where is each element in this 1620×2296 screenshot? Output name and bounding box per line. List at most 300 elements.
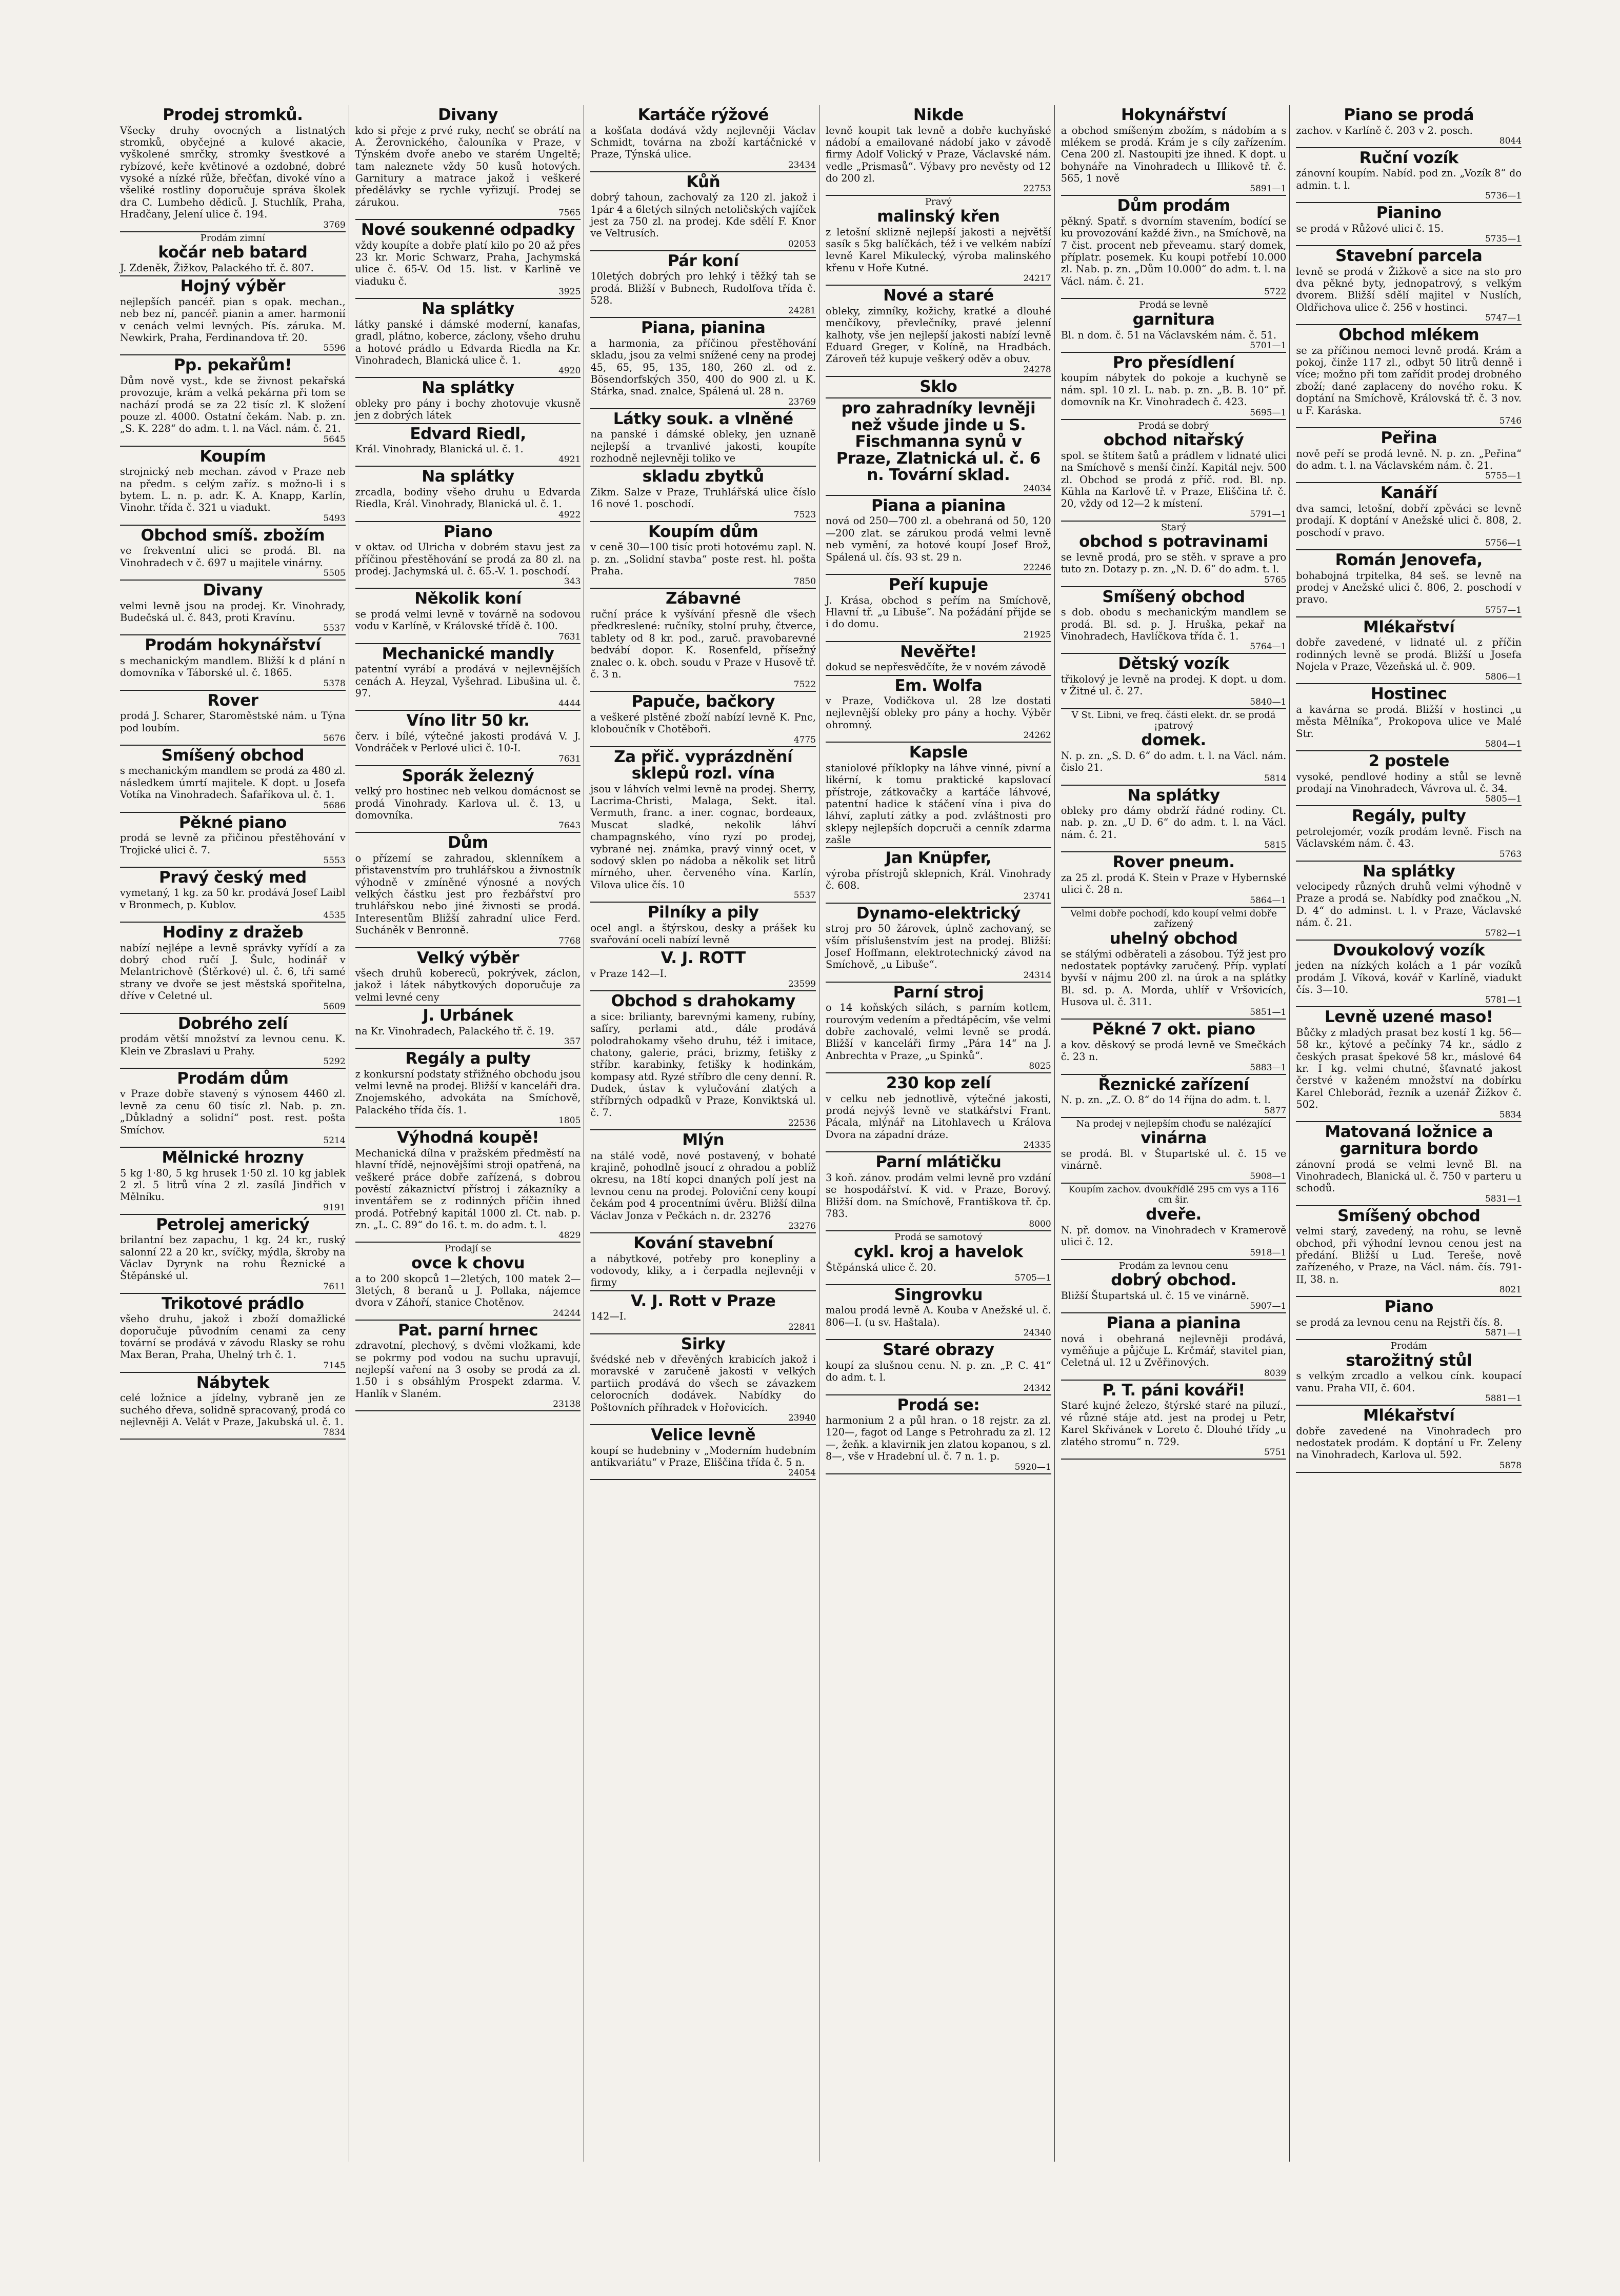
ad-headline: Velice levně <box>651 1425 756 1444</box>
ad-text: strojnický neb mechan. závod v Praze neb na předm. s celým zaříz. s možno-li i s bytem. L. n. p. adr. K. A. Knapp, Karlín, Vinohr. třída č. 321 u viadukt. <box>120 466 346 514</box>
ad-text: se za příčinou nemoci levně prodá. Krám a pokoj, činže 117 zl., odbyt 50 litrů denně i více; možno při tom zařídit prodej drobného zboží; dané zaplaceny do nového roku. K doptání na Smíchově, Královská tř. č. 3 nov. u F. Karáska. <box>1296 344 1522 416</box>
classified-ad <box>1061 1020 1287 1074</box>
ad-headline: Pianino <box>1376 204 1442 223</box>
ad-code: 5537 <box>323 623 346 634</box>
ad-headline: Nevěřte! <box>900 642 977 661</box>
ad-pretext: Velmi dobře pochodí, kdo koupí velmi dobře zařízený <box>1070 908 1277 930</box>
ad-text: velmi levně jsou na prodej. Kr. Vinohrady, Budečská ul. č. 843, proti Kravínu. <box>120 600 346 624</box>
ad-headline: Pro přesídlení <box>1112 353 1235 372</box>
classified-ad <box>120 1014 346 1069</box>
ad-headline: Látky souk. a vlněné <box>613 409 793 428</box>
ad-code: 4444 <box>558 698 581 709</box>
classified-ad <box>120 1294 346 1373</box>
ad-text: a to 200 skopců 1—2letých, 100 matek 2—3letých, 8 beranů u J. Pollaka, nájemce dvora v Záhoří, stanice Chotěnov. <box>355 1272 581 1309</box>
ad-text: 3 koň. zánov. prodám velmi levně pro vzdání se hospodářství. K vid. v Praze, Borový. Bližší dom. na Smíchově, Františkova tř. čp. 783. <box>826 1171 1051 1220</box>
ad-headline: Ruční vozík <box>1359 148 1458 167</box>
ad-text: všeho druhu, jakož i zboží domažlické doporučuje původním cenami za ceny tovární se prodává v závodu Rlasky se rohu Max Beran, Praha, Uhelný trh č. 1. <box>120 1313 346 1361</box>
ad-text: J. Krása, obchod s peřím na Smíchově, Hlavní tř. „u Libuše“. Na požádání přijde se i do domu. <box>826 594 1051 630</box>
ad-headline: Kartáče rýžové <box>637 106 769 124</box>
ad-text: obleky pro dámy obdrží řádné rodiny. Ct. nab. p. zn. „U D. 6“ do adm. t. l. na Václ. nám. č. 21. <box>1061 805 1287 841</box>
ad-headline: Staré obrazy <box>883 1341 994 1360</box>
ad-code: 7523 <box>793 509 816 520</box>
ad-code: 4920 <box>558 366 581 376</box>
ad-text: v ceně 30—100 tisíc proti hotovému zapl. N. p. zn. „Solidní stavba“ poste rest. hl. pošta Praha. <box>590 541 816 577</box>
ad-text: nově peří se prodá levně. N. p. zn. „Peřina“ do adm. t. l. na Václavském nám. č. 21. <box>1296 447 1522 471</box>
classified-ad <box>590 1334 816 1425</box>
ad-headline: Dům <box>448 833 488 852</box>
ad-code: 5735—1 <box>1485 234 1522 245</box>
ad-headline: Papuče, bačkory <box>631 692 775 711</box>
ad-headline: Mlékařství <box>1363 1406 1455 1425</box>
ad-code: 7631 <box>558 753 581 764</box>
ad-code: 5891—1 <box>1250 184 1287 194</box>
ad-headline: Piana a pianina <box>871 496 1006 515</box>
ad-text: zdravotní, plechový, s dvěmi vložkami, kde se pokrmy pod vodou na suchu upravují, nejlepší vaření na 3 osoby se prodá za zl. 1.50 i s obsáhlým Prospekt zdarma. V. Hanlík v Slaném. <box>355 1340 581 1400</box>
ad-text: nejlepších pancéř. pian s opak. mechan., neb bez ní, pancéř. pianin a amer. harmonií v cenách velmi levných. Pís. záruka. M. Newkirk, Praha, Ferdinandova tř. 20. <box>120 295 346 344</box>
ad-pretext: Prodá se dobrý <box>1138 420 1209 431</box>
ad-text: se prodá v Růžové ulici č. 15. <box>1296 222 1444 234</box>
ad-pretext: Prodám zimní <box>200 232 266 244</box>
ad-text: všech druhů kobereců, pokrývek, záclon, jakož i látek nábytkových doporučuje za velmi levné ceny <box>355 967 581 1003</box>
ad-headline: Kůň <box>686 172 721 191</box>
ad-text: jsou v láhvích velmi levně na prodej. Sherry, Lacrima-Christi, Malaga, Sekt. ital. Vermuth, franc. a iner. cognac, bordeaux, Muscat sladké, nekolik láhví champagnského, víno ryzí po prodej, vybrané nej. známka, pravý vinný ocet, v sodový sklen po nádoba a několik set litrů mírného, uher. červeného vína. Karlín, Vilova ulice čís. 10 <box>590 783 816 891</box>
classified-ad <box>826 1340 1051 1395</box>
classified-ad <box>1061 1381 1287 1460</box>
ad-code: 7565 <box>558 208 581 218</box>
ad-code: 357 <box>564 1036 581 1047</box>
classified-ad <box>590 1130 816 1233</box>
classified-ad <box>355 589 581 644</box>
classified-ad <box>1061 353 1287 420</box>
ad-text: Zikm. Salze v Praze, Truhlářská ulice číslo 16 nové 1. poschodí. <box>590 486 816 510</box>
ad-code: 24217 <box>1023 273 1051 284</box>
ad-text: nová od 250—700 zl. a obehraná od 50, 120—200 zlat. se zárukou prodá velmi levně neb vymění, za hotové koupí Josef Brož, Spálená ul. čís. 93 st. 29 n. <box>826 515 1051 563</box>
ad-text: ve frekventní ulici se prodá. Bl. na Vinohradech v č. 697 u majitele vinárny. <box>120 545 346 569</box>
classified-ad <box>355 378 581 424</box>
classified-ad <box>355 1321 581 1411</box>
ad-code: 23138 <box>553 1399 581 1410</box>
ad-text: s mechanickým mandlem se prodá za 480 zl. následkem úmrtí majitele. K dopt. u Josefa Votíka na Vinohradech. Šafaříkova ul. č. 1. <box>120 765 346 801</box>
classified-ad <box>1296 806 1522 861</box>
ad-headline: Trikotové prádlo <box>162 1294 304 1313</box>
classified-ad <box>120 355 346 446</box>
classified-ad <box>1061 522 1287 587</box>
classified-ad <box>1296 105 1522 148</box>
classified-ad <box>1296 428 1522 483</box>
ad-text: vymetaný, 1 kg. za 50 kr. prodává Josef Laibl v Bronmech, p. Kublov. <box>120 887 346 911</box>
ad-code: 5782—1 <box>1485 928 1522 939</box>
ad-text: Bl. n dom. č. 51 na Václavském nám. č. 51. <box>1061 329 1277 341</box>
ad-code: 5791—1 <box>1250 509 1287 520</box>
ad-headline: Kanáří <box>1380 484 1437 503</box>
classified-ad <box>355 105 581 220</box>
ad-code: 5881—1 <box>1485 1393 1522 1404</box>
ad-text: bohabojná trpitelka, 84 seš. se levně na prodej v Anežské ulici č. 806, 2. poschodí v pravo. <box>1296 569 1522 606</box>
ad-headline: vinárna <box>1141 1129 1207 1148</box>
ad-code: 5755—1 <box>1485 471 1522 482</box>
classified-ad <box>355 948 581 1006</box>
classified-ad <box>355 1049 581 1128</box>
ad-code: 5505 <box>323 568 346 579</box>
ad-code: 5705—1 <box>1014 1272 1051 1283</box>
ad-headline: 230 kop zelí <box>886 1074 991 1093</box>
classified-ad <box>120 276 346 355</box>
ad-text: se levně prodá, pro se stěh. v sprave a pro tuto zn. Dotazy p. zn. „N. D. 6“ do adm. t. l. <box>1061 551 1287 575</box>
ad-headline: Petrolej americký <box>156 1215 310 1234</box>
ad-text: vysoké, pendlové hodiny a stůl se levně prodají na Vinohradech, Vávrova ul. č. 34. <box>1296 770 1522 794</box>
ad-code: 22841 <box>788 1322 816 1332</box>
ad-headline: Regály, pulty <box>1351 807 1466 826</box>
ad-code: 24340 <box>1023 1328 1051 1339</box>
ad-code: 7522 <box>793 680 816 690</box>
classified-ad <box>590 467 816 522</box>
classified-ad <box>590 409 816 467</box>
ad-code: 5781—1 <box>1485 995 1522 1006</box>
ad-headline: Piana a pianina <box>1106 1314 1241 1333</box>
ad-code: 5806—1 <box>1485 672 1522 683</box>
ad-code: 5493 <box>323 513 346 524</box>
ad-headline: Na splátky <box>422 378 514 397</box>
ad-code: 5764—1 <box>1250 642 1287 652</box>
ad-code: 4535 <box>323 910 346 921</box>
ad-headline: Parní stroj <box>893 983 984 1002</box>
ad-headline: V. J. ROTT <box>661 949 746 968</box>
classified-ad <box>826 1285 1051 1340</box>
ad-headline: Piano <box>1384 1297 1433 1316</box>
classified-ad <box>120 1069 346 1148</box>
ad-headline: Mělnické hrozny <box>162 1148 304 1167</box>
ad-headline: Stavební parcela <box>1335 247 1483 266</box>
ad-headline: Em. Wolfa <box>894 676 983 695</box>
classified-ad <box>355 711 581 766</box>
ad-headline: malinský křen <box>877 207 1000 226</box>
ad-headline: Nové a staré <box>883 286 994 305</box>
ad-headline: Pat. parní hrnec <box>398 1321 538 1340</box>
classified-ad <box>355 1006 581 1049</box>
ad-headline: pro zahradníky levněji než všude jinde u S. Fischmanna synů v Praze, Zlatnická ul. č. 6 n. Tovární sklad. <box>836 399 1041 485</box>
classified-ad <box>826 105 1051 196</box>
ad-headline: Obchod mlékem <box>1338 326 1479 345</box>
ad-headline: garnitura <box>1132 310 1215 329</box>
ad-code: 5877 <box>1264 1105 1287 1116</box>
ad-headline: Na splátky <box>422 467 514 486</box>
ad-headline: Pravý český med <box>159 868 307 887</box>
classified-ad <box>826 377 1051 399</box>
ad-headline: Velký výběr <box>417 948 519 967</box>
ad-text: levně se prodá v Žižkově a sice na sto pro dva pěkné byty, jednopatrový, s velkým dvorem. Bližší sdělí majitel v Nuslích, Oldřichova ulice č. 256 v hostinci. <box>1296 265 1522 313</box>
ad-text: J. Zdeněk, Žižkov, Palackého tř. č. 807. <box>120 262 314 274</box>
classified-ad <box>120 1148 346 1215</box>
ad-code: 5378 <box>323 678 346 689</box>
ad-headline: Zábavné <box>666 589 741 608</box>
ad-code: 7631 <box>558 631 581 642</box>
ad-text: zrcadla, bodiny všeho druhu u Edvarda Riedla, Král. Vinohrady, Blanická ul. č. 1. <box>355 486 581 510</box>
ad-headline: Regály a pulty <box>405 1049 531 1068</box>
ad-text: se stálými odběrateli a zásobou. Týž jest pro nedostatek poptávky zaručený. Příp. vyplatí byvší v nájmu 200 zl. na úrok a na splátky Bl. sd. p. A. Morda, uhlíř v Vršovicích, Husova ul. č. 311. <box>1061 948 1287 1008</box>
classified-ad <box>590 1291 816 1334</box>
column-4 <box>823 105 1055 2162</box>
ad-code: 23940 <box>788 1412 816 1423</box>
classified-ad <box>355 522 581 589</box>
ad-headline: J. Urbánek <box>423 1006 513 1025</box>
ad-pretext: Koupím zachov. dvoukřídlé 295 cm vys a 116 cm šir. <box>1068 1184 1279 1206</box>
ad-code: 1805 <box>558 1115 581 1126</box>
classified-ad <box>590 105 816 172</box>
classified-ad <box>1296 751 1522 806</box>
ad-headline: dveře. <box>1146 1205 1202 1224</box>
ad-code: 4829 <box>558 1230 581 1241</box>
classified-ad <box>826 496 1051 575</box>
ad-text: N. p. zn. „Z. O. 8“ do 14 října do adm. t. l. <box>1061 1094 1271 1106</box>
ad-code: 5609 <box>323 1001 346 1012</box>
ad-headline: Smíšený obchod <box>1337 1206 1481 1225</box>
ad-headline: domek. <box>1141 731 1206 750</box>
ad-headline: uhelný obchod <box>1109 929 1238 948</box>
ad-text: koupí za slušnou cenu. N. p. zn. „P. C. 41“ do adm. t. l. <box>826 1359 1051 1384</box>
ad-code: 3925 <box>558 287 581 297</box>
ad-code: 7145 <box>323 1360 346 1371</box>
ad-text: obleky pro pány i bochy zhotovuje vkusně jen z dobrých látek <box>355 397 581 422</box>
ad-headline: Piano <box>443 522 493 541</box>
ad-headline: obchod s potravinami <box>1079 532 1268 551</box>
ad-headline: Dům prodám <box>1117 196 1230 215</box>
classified-ad <box>1061 420 1287 522</box>
ad-code: 24244 <box>553 1308 581 1319</box>
classified-ad <box>1296 203 1522 246</box>
ad-code: 5686 <box>323 800 346 811</box>
ad-text: za 25 zl. prodá K. Stein v Praze v Hybernské ulici č. 28 n. <box>1061 871 1287 896</box>
ad-text: levně koupit tak levně a dobře kuchyňské nádobí a emailované nádobí jako v závodě firmy Adolf Volický v Praze, Václavské nám. vedle „Prismasů“. Výbavy pro nevěsty od 12 do 200 zl. <box>826 124 1051 185</box>
ad-headline: Řeznické zařízení <box>1098 1075 1249 1094</box>
classified-ad <box>355 299 581 378</box>
ad-text: koupím nábytek do pokoje a kuchyně se nám. spl. 10 zl. L. nab. p. zn. „B. B. 10“ př. domovník na Kr. Vinohradech č. 423. <box>1061 372 1287 408</box>
classified-ad <box>826 743 1051 848</box>
ad-headline: Na splátky <box>422 300 514 318</box>
classified-ad <box>590 903 816 948</box>
ad-code: 23599 <box>788 979 816 990</box>
ad-headline: cykl. kroj a havelok <box>854 1243 1023 1262</box>
ad-headline: Singrovku <box>894 1285 983 1304</box>
ad-text: malou prodá levně A. Kouba v Anežské ul. č. 806—I. (u sv. Haštala). <box>826 1304 1051 1328</box>
ad-text: nová i obehraná nejlevněji prodává, vyměňuje a půjčuje L. Krčmář, stavitel pian, Celetná ul. 12 u Zvěřinových. <box>1061 1332 1287 1369</box>
ad-text: celé ložnice a jídelny, vybraně jen ze suchého dřeva, solidně spracovaný, prodá co nejlevněji A. Velát v Praze, Jakubská ul. č. 1. <box>120 1392 346 1428</box>
classified-ad <box>1061 709 1287 786</box>
classified-ad <box>120 923 346 1013</box>
ad-code: 8044 <box>1499 135 1522 146</box>
ad-code: 7768 <box>558 935 581 946</box>
classified-ad <box>355 424 581 467</box>
ad-text: dobře zavedené, v lidnaté ul. z příčin rodinných levně se prodá. Bližší u Josefa Nojela v Praze, Vězeňská ul. č. 909. <box>1296 636 1522 672</box>
classified-ad <box>826 1231 1051 1285</box>
ad-headline: Smíšený obchod <box>161 746 304 765</box>
ad-headline: Mlékařství <box>1363 617 1455 636</box>
ad-text: staniolové příklopky na láhve vinné, pivní a likérní, k tomu praktické kapslovací přístroje, zátkovačky a kartáče láhvové, patentní hadice k stáčení vína i piva do láhví, zaplutí zátky a pod. zvláštnosti pro sklepy nejlepších dopcruči a cenník zdarma zašle <box>826 762 1051 846</box>
ad-pretext: Na prodej v nejlepším choďu se nalézající <box>1076 1118 1271 1129</box>
ad-text: Král. Vinohrady, Blanická ul. č. 1. <box>355 443 524 455</box>
classified-ad <box>826 575 1051 642</box>
ad-code: 5736—1 <box>1485 191 1522 202</box>
ad-code: 22536 <box>788 1118 816 1129</box>
ad-code: 5840—1 <box>1250 696 1287 707</box>
classified-ad <box>120 581 346 635</box>
classified-ad <box>1061 908 1287 1020</box>
ad-text: prodám větší množství za levnou cenu. K. Klein ve Zbraslavi u Prahy. <box>120 1033 346 1057</box>
ad-headline: Pěkné 7 okt. piano <box>1092 1020 1255 1039</box>
ad-code: 5878 <box>1499 1460 1522 1471</box>
ad-headline: Několik koní <box>414 589 522 608</box>
ad-text: prodá J. Scharer, Staroměstské nám. u Týna pod loubím. <box>120 710 346 734</box>
classified-ad <box>1296 1206 1522 1297</box>
ad-code: 4921 <box>558 454 581 465</box>
classified-ad <box>1296 246 1522 325</box>
classified-ad <box>1061 1313 1287 1381</box>
classified-ad <box>355 467 581 522</box>
ad-text: Mechanická dílna v pražském předměstí na hlavní třídě, nejnovějšími stroji opatřená, na veškeré práce dobře zařízená, s dobrou pověstí zákaznictví přístroj i zákazníky a inventářem se z rodinných příčin ihned prodá. Potřebný kapitál 1000 zl. Ct. nab. p. zn. „L. C. 89“ do 16. t. m. do adm. t. l. <box>355 1147 581 1231</box>
classified-ad <box>355 833 581 948</box>
ad-code: 8000 <box>1029 1219 1051 1230</box>
ad-text: kdo si přeje z prvé ruky, nechť se obrátí na A. Žerovnického, čalouníka v Praze, v Týnském dvoře anebo ve starém Ungeltě; tam naleznete vždy 50 kusů hotových. Garnitury a matrace jakož i veškeré předělávky se rychle vyřizují. Prodej se zárukou. <box>355 124 581 208</box>
ad-text: a košťata dodává vždy nejlevněji Václav Schmidt, továrna na zboží kartáčnické v Praze, Týnská ulice. <box>590 124 816 161</box>
ad-headline: Pár koní <box>667 251 739 270</box>
ad-headline: Parní mlátičku <box>875 1153 1002 1172</box>
ad-code: 9191 <box>323 1202 346 1213</box>
ad-headline: Román Jenovefa, <box>1335 550 1483 569</box>
ad-code: 5553 <box>323 855 346 866</box>
ad-code: 24342 <box>1023 1383 1051 1393</box>
ad-text: petrolejomér, vozík prodám levně. Fisch na Václavském nám. č. 43. <box>1296 825 1522 850</box>
classified-ad <box>1296 1406 1522 1473</box>
column-3 <box>587 105 819 2162</box>
classified-ad <box>1061 105 1287 196</box>
ad-code: 5918—1 <box>1250 1247 1287 1258</box>
ad-text: velký pro hostinec neb velkou domácnost se prodá Vinohrady. Karlova ul. č. 13, u domovníka. <box>355 785 581 822</box>
classified-ad <box>1296 148 1522 203</box>
classified-ad <box>826 642 1051 676</box>
classified-ad <box>826 848 1051 903</box>
ad-code: 5722 <box>1264 287 1287 297</box>
ad-text: dva samci, letošní, dobří zpěváci se levně prodají. K doptání v Anežské ulici č. 808, 2. poschodí v pravo. <box>1296 502 1522 538</box>
ad-headline: P. T. páni kováři! <box>1102 1381 1245 1400</box>
classified-ad <box>120 746 346 813</box>
ad-text: zánovní prodá se velmi levně Bl. na Vinohradech, Blanická ul. č. 750 v parteru u schodů. <box>1296 1158 1522 1194</box>
ad-pretext: V St. Libni, ve freq. části elekt. dr. se prodá ¡patrový <box>1071 709 1276 731</box>
ad-text: ruční práce k vyšívání přesně dle všech předkreslené: ručníky, stolní pruhy, čtverce, tablety od 8 kr. pod., zaruč. pravobarevné bedvábí dopor. K. Rosenfeld, přísežný znalec o. k. obch. soudu v Praze v Husově tř. č. 3 n. <box>590 608 816 680</box>
ad-text: spol. se štítem šatů a prádlem v lidnaté ulici na Smíchově s menší činží. Kapitál nejv. 500 zl. Obchod se prodá z příč. rod. Bl. np. Kühla na Karlově tř. v Praze, Eliščina tř. č. 20, vždy od 12—2 k místení. <box>1061 449 1287 510</box>
ad-code: 5763 <box>1499 849 1522 860</box>
ad-text: se prodá za levnou cenu na Rejstři čís. 8. <box>1296 1316 1503 1328</box>
ad-code: 21925 <box>1023 629 1051 640</box>
ad-code: 5746 <box>1499 415 1522 426</box>
ad-code: 7611 <box>323 1281 346 1292</box>
ad-pretext: Prodá se samotový <box>894 1232 983 1243</box>
ad-headline: ovce k chovu <box>411 1254 525 1273</box>
ad-code: 5864—1 <box>1250 895 1287 906</box>
column-5 <box>1058 105 1290 2162</box>
ad-code: 5537 <box>793 890 816 901</box>
ad-text: v Praze dobře stavený s výnosem 4460 zl. levně za cenu 60 tisíc zl. Nab. p. zn. „Důkladný a solidní“ post. rest. pošta Smíchov. <box>120 1088 346 1136</box>
ad-headline: Smíšený obchod <box>1102 587 1245 606</box>
ad-text: z letošní sklizně nejlepší jakosti a největší sasík s 5kg balíčkách, též i ve velkém nabízí levně Karel Mikulecký, výroba malinského křenu v Hoře Kutné. <box>826 226 1051 274</box>
ad-text: švédské neb v dřevěných krabicích jakož i moravské v zaručeně jakosti v velkých partiich prodává do všech se závazkem celorocních dodávek. Nabídky do Poštovních příhradek v Hořovicích. <box>590 1353 816 1413</box>
classified-ad <box>120 447 346 526</box>
ad-text: jeden na nízkých kolách a 1 pár vozíků prodám J. Víková, kovář v Karlíně, viadukt čís. 3—10. <box>1296 960 1522 995</box>
ad-headline: obchod nitařský <box>1103 431 1244 450</box>
ad-headline: Za přič. vyprázdnění sklepů rozl. vína <box>614 747 793 783</box>
ad-code: 5292 <box>323 1056 346 1067</box>
classified-ad <box>590 1233 816 1291</box>
ad-code: 8025 <box>1029 1061 1051 1072</box>
classified-ad <box>590 991 816 1130</box>
ad-headline: Výhodná koupě! <box>396 1128 539 1147</box>
ad-code: 23434 <box>788 159 816 170</box>
ad-text: Staré kujné železo, štýrské staré na piluzí., vé různé stáje atd. jest na prodej u Petr, Karel Skřivánek v Loreto č. Dlouhé třídy „u zlatého stromu“ n. 729. <box>1061 1400 1287 1448</box>
ad-code: 22753 <box>1023 184 1051 194</box>
ad-code: 5814 <box>1264 773 1287 784</box>
ad-code: 3769 <box>323 219 346 230</box>
classified-ad <box>590 948 816 991</box>
ad-pretext: Prodám <box>1390 1341 1427 1352</box>
ad-code: 7850 <box>793 576 816 587</box>
ad-code: 24054 <box>788 1468 816 1479</box>
ad-text: brilantní bez zapachu, 1 kg. 24 kr., ruský salonní 22 a 20 kr., svíčky, mýdla, škroby na Václav Dyrynk na rohu Řeznické a Štěpánské ul. <box>120 1234 346 1282</box>
ad-code: 24281 <box>788 306 816 316</box>
ad-headline: starožitný stůl <box>1346 1351 1472 1370</box>
ad-code: 5831—1 <box>1485 1193 1522 1204</box>
ad-text: vždy koupíte a dobře platí kilo po 20 až přes 23 kr. Moric Schwarz, Praha, Jachymská ulice č. 65-V. Od 15. list. v Karlině ve viaduku č. <box>355 239 581 287</box>
ad-code: 5751 <box>1264 1447 1287 1458</box>
classified-ad <box>1296 550 1522 617</box>
classified-ad <box>120 1373 346 1440</box>
ad-headline: Prodej stromků. <box>163 106 303 124</box>
ad-text: Bůčky z mladých prasat bez kostí 1 kg. 56—58 kr., kýtové a pečínky 74 kr., sádlo z českých prasat špekové 58 kr., máslové 64 kr. I kg. velmi chutné, šťavnaté jakost čerstvé v kaženém množství na dobírku Karel Chleborád, řezník a uzenář Žižkov č. 502. <box>1296 1026 1522 1111</box>
ad-headline: Sporák železný <box>402 766 534 785</box>
ad-text: a sice: brilianty, barevnými kameny, rubíny, safíry, perlami atd., dále prodává polodrahokamy všeho druhu, též i imitace, chatony, galerie, práci, brizmy, fetišky z stříbr. karabinky, fetišky k hodinkám, kompasy atd. Ryzé stříbro dle ceny denní. R. Dudek, ústav k vylučování zlatých a stříbrných odpadků v Praze, Konviktská ul. č. 7. <box>590 1010 816 1119</box>
ad-code: 8021 <box>1499 1285 1522 1295</box>
ad-text: a kavárna se prodá. Bližší v hostinci „u města Mělníka“, Prokopova ulice ve Malé Str. <box>1296 703 1522 740</box>
ad-text: 5 kg 1·80, 5 kg hrusek 1·50 zl. 10 kg jablek 2 zl. 5 litrů vína 2 zl. zasílá Jindřich v Mělníku. <box>120 1167 346 1203</box>
ad-code: 4922 <box>558 509 581 520</box>
ad-text: 142—I. <box>590 1310 627 1323</box>
classified-ad <box>120 813 346 868</box>
classified-ad <box>120 635 346 690</box>
classified-ad <box>1061 1260 1287 1314</box>
ad-code: 5757—1 <box>1485 605 1522 615</box>
classified-ad <box>826 1073 1051 1152</box>
ad-headline: Peřina <box>1381 428 1437 447</box>
classified-ad <box>826 904 1051 983</box>
ad-text: dobrý tahoun, zachovalý za 120 zl. jakož i 1pár 4 a 6letých silných netoličských vajíček jest za 750 zl. na prodej. Kde sdělí F. Knor ve Veltrusích. <box>590 191 816 239</box>
ad-headline: Divany <box>203 581 263 600</box>
ad-text: s velkým zrcadlo a velkou cínk. koupací vanu. Praha VII, č. 604. <box>1296 1370 1522 1394</box>
newspaper-classifieds-page <box>117 105 1525 2162</box>
ad-headline: Piano se prodá <box>1344 106 1474 124</box>
classified-ad <box>1061 196 1287 299</box>
ad-text: a harmonia, za příčinou přestěhování skladu, jsou za velmi snížené ceny na prodej 45, 65, 95, 135, 180, 260 zl. od z. Bösendorfských 350, 400 do 900 zl. u K. Stárka, snad. znalce, Spálená ul. 28 n. <box>590 337 816 397</box>
classified-ad <box>590 522 816 589</box>
ad-headline: Pp. pekařům! <box>173 356 292 375</box>
ad-code: 7834 <box>323 1427 346 1438</box>
ad-code: 5805—1 <box>1485 794 1522 805</box>
ad-code: 5907—1 <box>1250 1301 1287 1312</box>
ad-code: 5747—1 <box>1485 313 1522 324</box>
ad-headline: Prodám hokynářství <box>145 636 321 655</box>
classified-ad <box>355 220 581 299</box>
ad-text: Štěpánská ulice č. 20. <box>826 1261 936 1273</box>
ad-code: 5596 <box>323 343 346 354</box>
classified-ad <box>1296 617 1522 685</box>
classified-ad <box>1061 1118 1287 1184</box>
classified-ad <box>826 983 1051 1073</box>
